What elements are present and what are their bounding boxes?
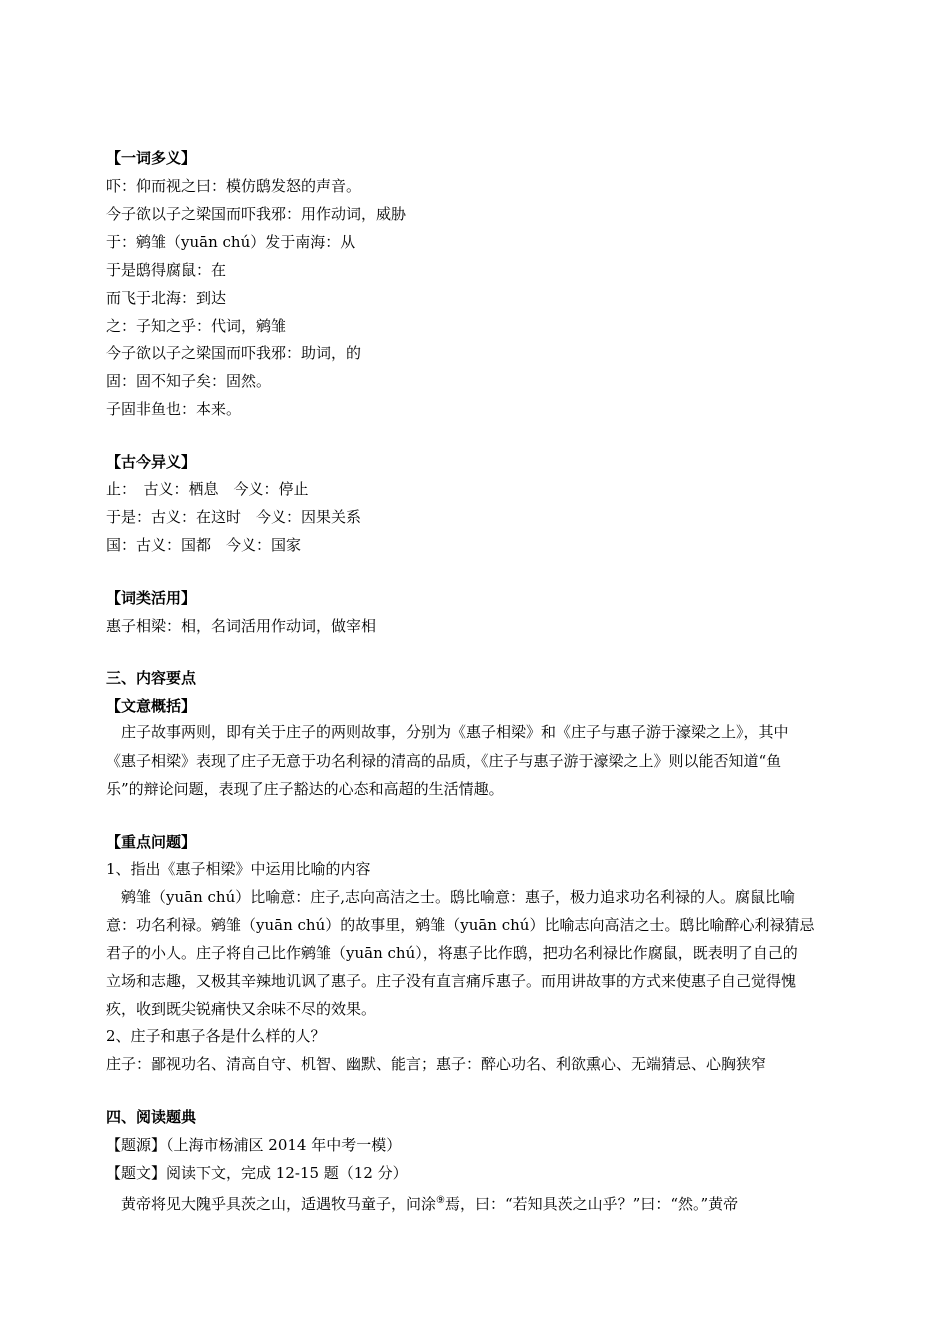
- text-line: 惠子相梁：相，名词活用作动词，做宰相: [106, 617, 377, 635]
- passage-line: [106, 1191, 738, 1211]
- paragraph-line: 《惠子相梁》表现了庄子无意于功名利禄的清高的品质，《庄子与惠子游于濠梁之上》则以能否知道“鱼: [106, 752, 782, 770]
- text-instruction: 阅读下文，完成 12-15 题（12 分）: [166, 1164, 408, 1182]
- question-1: 1、指出《惠子相梁》中运用比喻的内容: [106, 860, 371, 878]
- source-label: 【题源】: [106, 1136, 167, 1154]
- text-label: 【题文】: [106, 1164, 167, 1182]
- text-line: 国：古义：国都 今义：国家: [106, 536, 302, 554]
- text-line: 止： 古义：栖息 今义：停止: [106, 480, 309, 498]
- text-instruction-line: [106, 1163, 408, 1183]
- source-line: [106, 1135, 401, 1155]
- paragraph-line: 庄子故事两则，即有关于庄子的两则故事，分别为《惠子相梁》和《庄子与惠子游于濠梁之上》，其中: [106, 723, 789, 741]
- answer-line: 意：功名利禄。鹓雏（yuān chú）的故事里，鹓雏（yuān chú）比喻志向高洁之士。鸱比喻醉心利禄猜忌: [106, 916, 815, 934]
- text-line: 于是：古义：在这时 今义：因果关系: [106, 508, 362, 526]
- footnote-mark: ⑨: [436, 1195, 445, 1206]
- question-2: 2、庄子和惠子各是什么样的人？: [106, 1027, 326, 1045]
- text-line: 固：固不知子矣：固然。: [106, 372, 272, 390]
- answer-line: 疚，收到既尖锐痛快又余味不尽的效果。: [106, 1000, 377, 1018]
- passage-start: 黄帝将见大隗乎具茨之山，适遇牧马童子，问涂: [106, 1195, 437, 1213]
- text-line: 而飞于北海：到达: [106, 289, 227, 307]
- heading-gujin-yiyi: 【古今异义】: [106, 453, 197, 471]
- text-line: 于是鸱得腐鼠：在: [106, 261, 227, 279]
- text-line: 子固非鱼也：本来。: [106, 400, 242, 418]
- answer-line: 立场和志趣，又极其辛辣地讥讽了惠子。庄子没有直言痛斥惠子。而用讲故事的方式来使惠子自己觉得愧: [106, 972, 797, 990]
- text-line: 之：子知之乎：代词，鹓雏: [106, 317, 287, 335]
- heading-cilei-huoyong: 【词类活用】: [106, 589, 197, 607]
- answer-line: 鹓雏（yuān chú）比喻意：庄子,志向高洁之士。鸱比喻意：惠子，极力追求功名利禄的人。腐鼠比喻: [106, 888, 796, 906]
- heading-zhongdian-wenti: 【重点问题】: [106, 833, 197, 851]
- text-line: 于：鹓雏（yuān chú）发于南海：从: [106, 233, 356, 251]
- section-title-four: 四、阅读题典: [106, 1108, 197, 1126]
- text-line: 今子欲以子之梁国而吓我邪：助词，的: [106, 344, 362, 362]
- source-text: （上海市杨浦区 2014 年中考一模）: [166, 1136, 402, 1154]
- heading-yici-duoyi: 【一词多义】: [106, 149, 197, 167]
- paragraph-line: 乐”的辩论问题，表现了庄子豁达的心态和高超的生活情趣。: [106, 780, 504, 798]
- answer-line: 君子的小人。庄子将自己比作鹓雏（yuān chú），将惠子比作鸱，把功名利禄比作腐鼠，既表明了自己的: [106, 944, 798, 962]
- text-line: 今子欲以子之梁国而吓我邪：用作动词，威胁: [106, 205, 407, 223]
- answer-line: 庄子：鄙视功名、清高自守、机智、幽默、能言；惠子：醉心功名、利欲熏心、无端猜忌、心胸狭窄: [106, 1055, 767, 1073]
- passage-rest: 焉，曰：“若知具茨之山乎？”曰：“然。”黄帝: [444, 1195, 739, 1213]
- text-line: 吓：仰而视之曰：模仿鸱发怒的声音。: [106, 177, 362, 195]
- section-title-three: 三、内容要点: [106, 669, 197, 687]
- heading-wenyi-gaikuo: 【文意概括】: [106, 697, 197, 715]
